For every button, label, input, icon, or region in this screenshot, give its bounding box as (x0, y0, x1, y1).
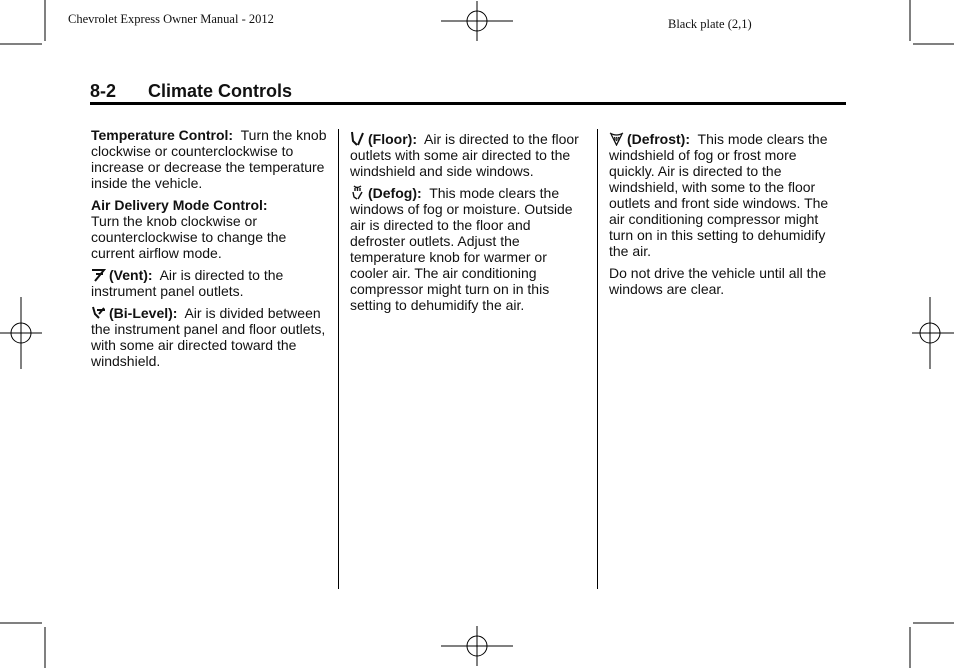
floor-paragraph (350, 131, 588, 179)
temperature-control-text: Turn the knob clockwise or counterclockwise to increase or decrease the temperature inside the vehicle. (91, 127, 327, 191)
section-title: Climate Controls (148, 81, 293, 101)
air-delivery-paragraph (91, 197, 329, 261)
vent-paragraph (91, 267, 329, 299)
column-divider (338, 129, 339, 589)
defog-title: (Defog): (368, 185, 422, 201)
registration-mark-top (441, 1, 513, 41)
plate-label: Black plate (2,1) (668, 17, 752, 31)
temperature-control-title: Temperature Control: (91, 127, 234, 143)
manual-title: Chevrolet Express Owner Manual - 2012 (68, 12, 274, 26)
bi-level-paragraph (91, 305, 329, 369)
column-3 (609, 131, 841, 303)
floor-mode-icon (350, 131, 365, 146)
vent-title: (Vent): (109, 267, 153, 283)
defog-text: This mode clears the windows of fog or moisture. Outside air is directed to the floor and defroster outlets. Adjust the temperature knob for warmer or cooler air. The air conditioning compressor might turn on in this setting to dehumidify the air. (350, 185, 573, 313)
heading-rule (90, 102, 846, 105)
warning-paragraph (609, 265, 841, 297)
defog-paragraph (350, 185, 588, 313)
bi-level-mode-icon (91, 305, 106, 320)
vent-text: Air is directed to the instrument panel outlets. (91, 267, 284, 299)
defog-mode-icon (350, 185, 365, 200)
vent-mode-icon (91, 267, 106, 282)
defrost-mode-icon (609, 131, 624, 146)
bi-level-title: (Bi-Level): (109, 305, 178, 321)
defrost-title: (Defrost): (627, 131, 690, 147)
temperature-control-paragraph (91, 127, 329, 191)
registration-mark-right (912, 297, 954, 369)
registration-mark-left (0, 297, 42, 369)
column-divider (597, 129, 598, 589)
section-number: 8-2 (90, 81, 117, 101)
column-1 (91, 127, 329, 375)
air-delivery-title: Air Delivery Mode Control: (91, 197, 268, 213)
bi-level-text: Air is divided between the instrument panel and floor outlets, with some air directed toward the windshield. (91, 305, 326, 369)
air-delivery-text: Turn the knob clockwise or counterclockwise to change the current airflow mode. (91, 213, 287, 261)
section-heading (90, 81, 292, 102)
defrost-text: This mode clears the windshield of fog or frost more quickly. Air is directed to the windshield, with some to the floor outlets and front side windows. The air conditioning compressor might turn on in this setting to dehumidify the air. (609, 131, 829, 259)
floor-text: Air is directed to the floor outlets with some air directed to the windshield and side windows. (350, 131, 579, 179)
column-2 (350, 131, 588, 319)
warning-text: Do not drive the vehicle until all the windows are clear. (609, 265, 827, 297)
defrost-paragraph (609, 131, 841, 259)
floor-title: (Floor): (368, 131, 417, 147)
registration-mark-bottom (441, 626, 513, 666)
